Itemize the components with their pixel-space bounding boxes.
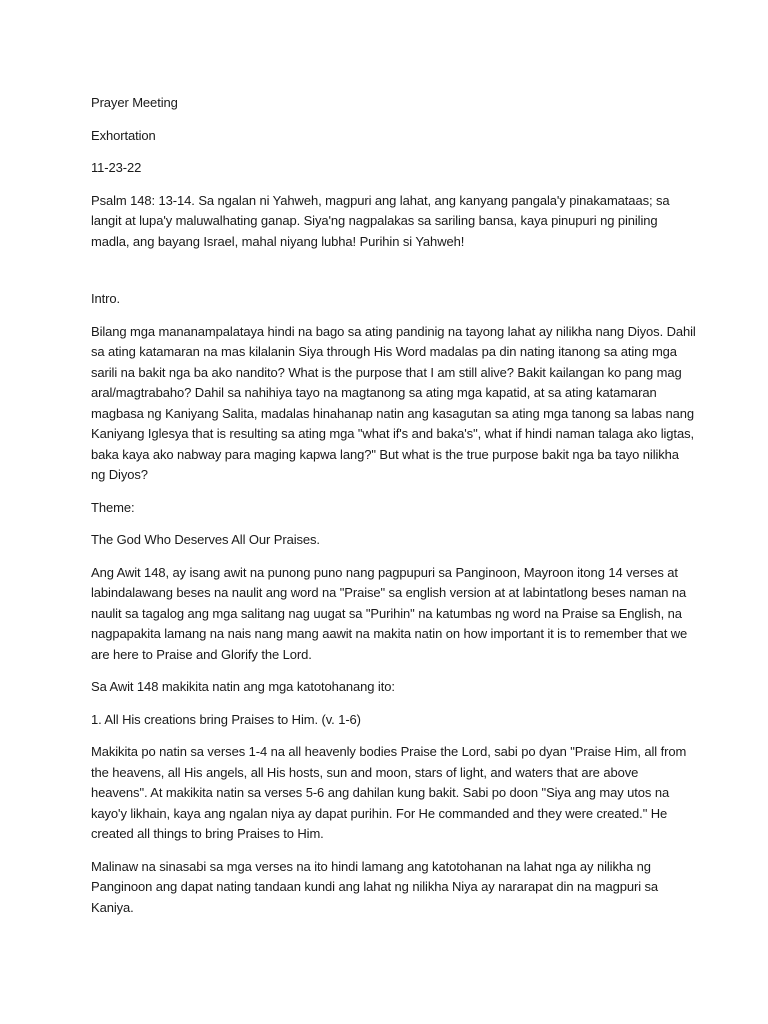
- truths-lead: Sa Awit 148 makikita natin ang mga katotohanang ito:: [91, 679, 395, 694]
- intro-heading: Intro.: [91, 291, 121, 306]
- intro-paragraph: Bilang mga mananampalataya hindi na bago sa ating pandinig na tayong lahat ay nilikha nang Diyos. Dahil sa ating katamaran na mas kilalanin Siya through His Word madalas pa din nating itanong sa ating mga sarili na bakit nga ba ako nandito? What is the purpose that I am still alive? Bakit kailangan ko pang mag aral/magtrabaho? Dahil sa nahihiya tayo na magtanong sa ating mga kapatid, at sa ating katamaran magbasa ng Kaniyang Salita, madalas hinahanap natin ang kasagutan sa ating mga tanong sa labas nang Kaniyang Iglesya that is resulting sa ating mga "what if's and baka's", what if hindi naman talaga ako ligtas, baka kaya ako nabway para maging kapwa lang?" But what is the true purpose bakit nga ba tayo nilikha ng Diyos?: [91, 323, 696, 482]
- theme-text: The God Who Deserves All Our Praises.: [91, 532, 320, 547]
- document-title: Prayer Meeting: [91, 95, 178, 110]
- closing-paragraph: Malinaw na sinasabi sa mga verses na ito hindi lamang ang katotohanan na lahat nga ay nilikha ng Panginoon ang dapat nating tandaan kundi ang lahat ng nilikha Niya ay nararapat din na magpuri sa Kaniya.: [91, 858, 659, 915]
- point-1-heading: 1. All His creations bring Praises to Him. (v. 1-6): [91, 711, 361, 727]
- document-subtitle: Exhortation: [91, 127, 156, 143]
- document-date: 11-23-22: [91, 160, 142, 175]
- point-1-paragraph: Makikita po natin sa verses 1-4 na all heavenly bodies Praise the Lord, sabi po dyan "Praise Him, all from the heavens, all His angels, all His hosts, sun and moon, stars of light, and waters that are above heavens". At makikita natin sa verses 5-6 ang dahilan kung bakit. Sabi po doon "Siya ang may utos na kayo'y likhain, kaya ang ngalan niya ay dapat purihin. For He commanded and they were created." He created all things to bring Praises to Him.: [91, 744, 687, 841]
- awit-intro-paragraph: Ang Awit 148, ay isang awit na punong puno nang pagpupuri sa Panginoon, Mayroon itong 14 verses at labindalawang beses na naulit ang word na "Praise" sa english version at at labintatlong beses naman na naulit sa tagalog ang mga salitang nag uugat sa "Purihin" na katumbas ng word na Praise sa English, na nagpapakita lamang na nais nang mang aawit na makita natin on how important it is to remember that we are here to Praise and Glorify the Lord.: [91, 564, 688, 662]
- theme-heading: Theme:: [91, 499, 135, 515]
- scripture-passage: Psalm 148: 13-14. Sa ngalan ni Yahweh, magpuri ang lahat, ang kanyang pangala'y pinakamataas; sa langit at lupa'y maluwalhating ganap. Siya'ng nagpalakas sa sariling bansa, kaya pinupuri ng piniling madla, ang bayang Israel, mahal niyang lubha! Purihin si Yahweh!: [91, 192, 670, 249]
